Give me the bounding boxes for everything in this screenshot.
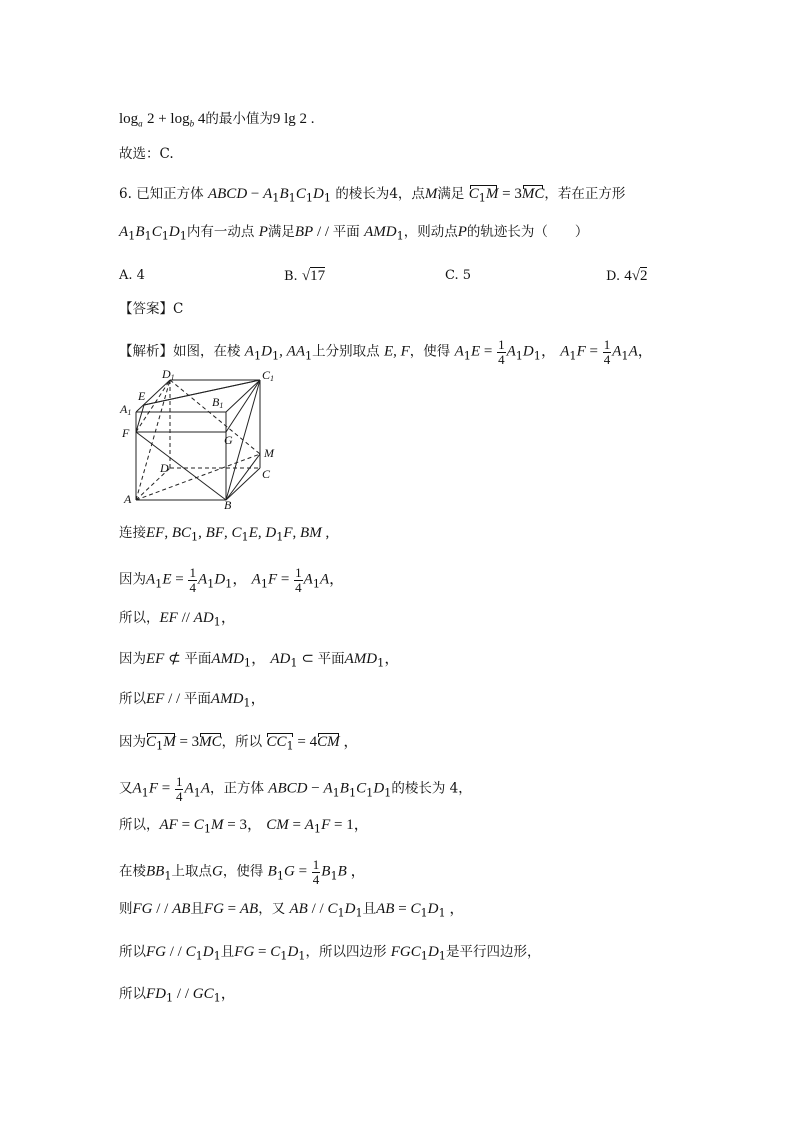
label-D: D bbox=[160, 461, 169, 475]
analysis-line: 【解析】如图，在棱 $A_1D_1$, $AA_1$上分别取点 E, F，使得 $A_1E$ = $\frac{1}{4}$ $A_1D_1$， $A_1F$ = $\frac{1}{4}$ $A_1A$， bbox=[119, 337, 653, 367]
question-6-line1: 6. 已知正方体 ABCD − $A_1B_1C_1D_1$ 的棱长为4，点M满足 $C_1M = 3MC$，若在正方形 bbox=[119, 186, 626, 205]
segment-BM bbox=[226, 454, 260, 500]
label-M: M bbox=[264, 446, 274, 460]
hidden-segment-FD1 bbox=[136, 380, 170, 432]
question-6-line2: $A_1B_1C_1D_1$内有一动点 P满足BP / / 平面 $AMD_1$，则动点P的轨迹长为（ ） bbox=[119, 224, 589, 243]
option-b[interactable]: B. √17 bbox=[284, 268, 326, 284]
segment-E-C1 bbox=[144, 380, 260, 405]
solution-line-7: 又$A_1F$ = $\frac{1}{4}$ $A_1A$，正方体 ABCD − $A_1B_1C_1D_1$的棱长为 4， bbox=[119, 774, 472, 804]
label-G: G bbox=[224, 433, 233, 447]
option-d[interactable]: D. 4√2 bbox=[606, 268, 648, 284]
solution-line-10: 则FG / / AB且FG = AB，又 AB / / $C_1D_1$且AB = $C_1D_1$ ， bbox=[119, 901, 465, 920]
segment-EF bbox=[136, 405, 144, 432]
hidden-segment-AM bbox=[136, 454, 260, 500]
option-a[interactable]: A. 4 bbox=[119, 268, 145, 283]
solution-line-4: 因为EF ⊄ 平面$AMD_1$， $AD_1$ ⊂ 平面$AMD_1$， bbox=[119, 651, 400, 670]
prev-result-line: $\log_a 2 + \log_b 4$的最小值为9 lg 2 . bbox=[119, 111, 315, 129]
label-B1: B1 bbox=[212, 395, 224, 410]
segment-FB bbox=[136, 432, 226, 500]
hidden-segment-D1M bbox=[170, 380, 260, 454]
option-c[interactable]: C. 5 bbox=[445, 268, 472, 283]
label-C1: C1 bbox=[262, 368, 275, 383]
edge-B1C1 bbox=[226, 380, 260, 412]
cube-figure bbox=[118, 368, 288, 510]
label-D1: D1 bbox=[162, 368, 175, 382]
edge-BC bbox=[226, 468, 260, 500]
solution-line-3: 所以，EF // $AD_1$， bbox=[119, 610, 236, 629]
choose-line: 故选：C. bbox=[119, 146, 174, 162]
segment-GC1 bbox=[226, 380, 260, 432]
label-B: B bbox=[224, 498, 232, 510]
solution-line-5: 所以EF / / 平面$AMD_1$， bbox=[119, 691, 266, 710]
solution-line-11: 所以FG / / $C_1D_1$且FG = $C_1D_1$，所以四边形 $FGC_1D_1$是平行四边形， bbox=[119, 944, 541, 963]
solution-line-8: 所以，AF = $C_1M = 3$， CM = $A_1F = 1$， bbox=[119, 817, 369, 836]
answer-line: 【答案】C bbox=[119, 301, 184, 317]
label-A1: A1 bbox=[120, 402, 132, 417]
solution-line-1: 连接EF, $BC_1$, BF, $C_1E$, $D_1F$, BM , bbox=[119, 525, 330, 544]
solution-line-12: 所以$FD_1$ / / $GC_1$， bbox=[119, 986, 236, 1005]
solution-line-9: 在棱$BB_1$上取点G，使得 $B_1G$ = $\frac{1}{4}$ $B_1B$ ， bbox=[119, 857, 366, 887]
label-C: C bbox=[262, 467, 271, 481]
label-E: E bbox=[138, 389, 146, 403]
solution-line-2: 因为$A_1E$ = $\frac{1}{4}$ $A_1D_1$， $A_1F$ = $\frac{1}{4}$ $A_1A$， bbox=[119, 565, 345, 595]
label-F: F bbox=[122, 426, 130, 440]
solution-line-6: 因为$C_1M = 3MC$，所以 $CC_1 = 4CM$ ， bbox=[119, 734, 359, 753]
label-A: A bbox=[124, 492, 132, 506]
